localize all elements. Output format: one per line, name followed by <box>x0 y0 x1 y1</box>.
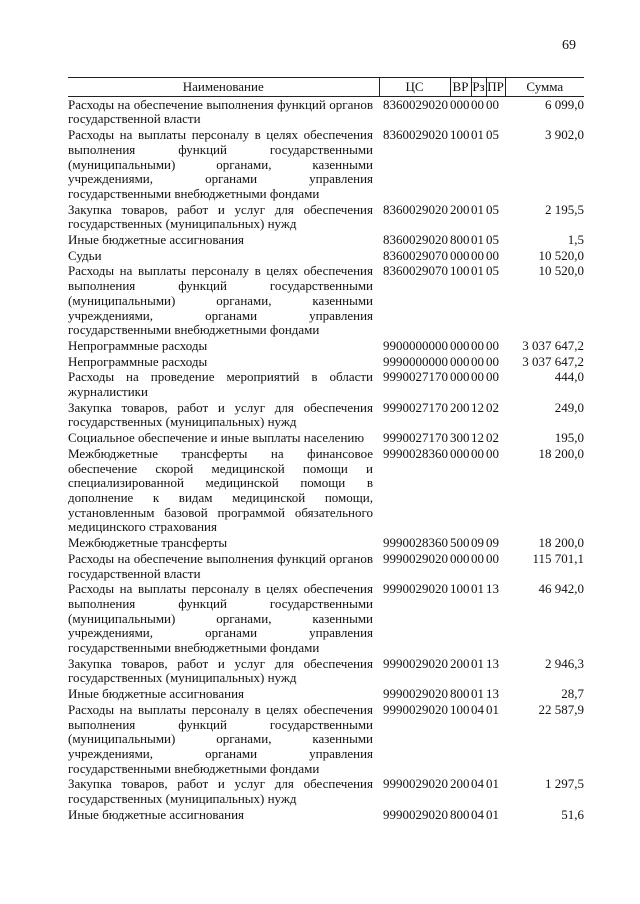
cell-sum: 18 200,0 <box>538 535 584 551</box>
cell-rz: 04 <box>471 806 484 822</box>
cell-pr: 00 <box>486 445 499 461</box>
cell-sum: 22 587,9 <box>538 701 584 717</box>
cell-name: Межбюджетные трансферты <box>68 535 228 551</box>
cell-pr: 00 <box>486 550 499 566</box>
cell-name: Закупка товаров, работ и услуг для обеспечения государственных (муниципальных) нужд <box>68 655 373 686</box>
cell-rz: 00 <box>471 550 484 566</box>
cell-rz: 00 <box>471 445 484 461</box>
cell-pr: 01 <box>486 806 499 822</box>
table-row <box>68 232 584 248</box>
header-row <box>68 78 584 97</box>
cell-sum: 249,0 <box>554 399 584 415</box>
cell-cs: 9990029020 <box>383 806 448 822</box>
cell-sum: 3 902,0 <box>545 127 584 143</box>
header-cs: ЦС <box>379 78 450 97</box>
cell-name: Расходы на проведение мероприятий в области журналистики <box>68 369 373 400</box>
header-name: Наименование <box>68 78 379 97</box>
cell-sum: 46 942,0 <box>538 581 584 597</box>
cell-vr: 300 <box>450 430 470 446</box>
cell-rz: 00 <box>471 96 484 112</box>
cell-pr: 00 <box>486 353 499 369</box>
table-row <box>68 686 584 702</box>
cell-vr: 200 <box>450 201 470 217</box>
cell-rz: 01 <box>471 655 484 671</box>
cell-rz: 00 <box>471 353 484 369</box>
cell-name: Закупка товаров, работ и услуг для обеспечения государственных (муниципальных) нужд <box>68 776 373 807</box>
cell-name: Закупка товаров, работ и услуг для обеспечения государственных (муниципальных) нужд <box>68 399 373 430</box>
cell-sum: 3 037 647,2 <box>522 353 584 369</box>
table-header <box>68 78 584 97</box>
table-row <box>68 430 584 446</box>
table-row <box>68 807 584 823</box>
cell-name: Непрограммные расходы <box>68 337 208 353</box>
cell-pr: 05 <box>486 127 499 143</box>
cell-name: Иные бюджетные ассигнования <box>68 232 245 248</box>
cell-vr: 500 <box>450 535 470 551</box>
cell-pr: 01 <box>486 776 499 792</box>
table-row <box>68 702 584 777</box>
cell-rz: 01 <box>471 686 484 702</box>
cell-name: Закупка товаров, работ и услуг для обеспечения государственных (муниципальных) нужд <box>68 201 373 232</box>
cell-sum: 2 195,5 <box>545 201 584 217</box>
cell-vr: 200 <box>450 399 470 415</box>
header-pr: ПР <box>486 78 505 97</box>
table-body <box>68 96 584 822</box>
cell-name: Судьи <box>68 247 102 263</box>
cell-rz: 04 <box>471 776 484 792</box>
cell-name: Расходы на обеспечение выполнения функций органов государственной власти <box>68 550 373 581</box>
table-row <box>68 248 584 264</box>
header-vr: ВР <box>450 78 471 97</box>
cell-cs: 9990029020 <box>383 686 448 702</box>
cell-pr: 02 <box>486 399 499 415</box>
table-row <box>68 581 584 656</box>
cell-cs: 9990028360 <box>383 445 448 461</box>
cell-rz: 09 <box>471 535 484 551</box>
cell-rz: 12 <box>471 430 484 446</box>
cell-vr: 100 <box>450 127 470 143</box>
table-row <box>68 551 584 581</box>
cell-cs: 9990027170 <box>383 369 448 385</box>
table-row <box>68 127 584 202</box>
table-row <box>68 338 584 354</box>
cell-sum: 18 200,0 <box>538 445 584 461</box>
cell-vr: 100 <box>450 581 470 597</box>
cell-vr: 000 <box>450 550 470 566</box>
cell-cs: 9990029020 <box>383 655 448 671</box>
cell-pr: 13 <box>486 581 499 597</box>
cell-pr: 05 <box>486 232 499 248</box>
cell-sum: 3 037 647,2 <box>522 337 584 353</box>
cell-cs: 8360029020 <box>383 201 448 217</box>
table-row <box>68 202 584 232</box>
cell-rz: 01 <box>471 263 484 279</box>
cell-cs: 9990029020 <box>383 701 448 717</box>
cell-sum: 444,0 <box>554 369 584 385</box>
table-row <box>68 96 584 127</box>
cell-vr: 000 <box>450 247 470 263</box>
cell-name: Расходы на обеспечение выполнения функций органов государственной власти <box>68 96 373 127</box>
cell-rz: 00 <box>471 369 484 385</box>
table-row <box>68 776 584 806</box>
cell-vr: 000 <box>450 96 470 112</box>
cell-vr: 100 <box>450 701 470 717</box>
cell-rz: 00 <box>471 337 484 353</box>
cell-pr: 01 <box>486 701 499 717</box>
table-row <box>68 354 584 370</box>
table-row <box>68 535 584 551</box>
cell-name: Расходы на выплаты персоналу в целях обеспечения выполнения функций государственными (муниципальными) органами, казенными учреждениями, органами управления государственными внебюджетными фондами <box>68 127 373 201</box>
table-row <box>68 400 584 430</box>
cell-sum: 115 701,1 <box>532 550 584 566</box>
cell-name: Социальное обеспечение и иные выплаты населению <box>68 430 365 446</box>
cell-name: Расходы на выплаты персоналу в целях обеспечения выполнения функций государственными (муниципальными) органами, казенными учреждениями, органами управления государственными внебюджетными фондами <box>68 581 373 656</box>
table-row <box>68 263 584 338</box>
cell-sum: 1 297,5 <box>545 776 584 792</box>
budget-table <box>68 77 584 822</box>
cell-sum: 28,7 <box>561 686 584 702</box>
cell-rz: 12 <box>471 399 484 415</box>
cell-cs: 9990000000 <box>383 353 448 369</box>
cell-cs: 9900000000 <box>383 337 448 353</box>
cell-pr: 00 <box>486 337 499 353</box>
cell-sum: 51,6 <box>561 806 584 822</box>
cell-name: Расходы на выплаты персоналу в целях обеспечения выполнения функций государственными (муниципальными) органами, казенными учреждениями, органами управления государственными внебюджетными фондами <box>68 263 373 338</box>
cell-pr: 09 <box>486 535 499 551</box>
cell-sum: 195,0 <box>554 430 584 446</box>
header-sum: Сумма <box>505 78 584 97</box>
cell-cs: 8360029070 <box>383 247 448 263</box>
cell-name: Расходы на выплаты персоналу в целях обеспечения выполнения функций государственными (муниципальными) органами, казенными учреждениями, органами управления государственными внебюджетными фондами <box>68 701 373 776</box>
cell-vr: 000 <box>450 445 470 461</box>
cell-rz: 04 <box>471 701 484 717</box>
budget-table-container <box>68 77 584 822</box>
cell-pr: 00 <box>486 369 499 385</box>
header-rz: Рз <box>471 78 486 97</box>
cell-name: Иные бюджетные ассигнования <box>68 806 245 822</box>
cell-cs: 8360029020 <box>383 127 448 143</box>
cell-sum: 2 946,3 <box>545 655 584 671</box>
cell-cs: 8360029020 <box>383 232 448 248</box>
cell-name: Межбюджетные трансферты на финансовое обеспечение скорой медицинской помощи и специализированной медицинской помощи в дополнение к видам медицинской помощи, установленным базовой программой обязательного медицинского страхования <box>68 445 373 535</box>
cell-name: Иные бюджетные ассигнования <box>68 686 245 702</box>
cell-vr: 000 <box>450 337 470 353</box>
table-row <box>68 656 584 686</box>
cell-vr: 800 <box>450 806 470 822</box>
cell-vr: 800 <box>450 686 470 702</box>
cell-cs: 8360029070 <box>383 263 448 279</box>
cell-pr: 00 <box>486 96 499 112</box>
cell-rz: 00 <box>471 247 484 263</box>
cell-vr: 200 <box>450 776 470 792</box>
cell-rz: 01 <box>471 232 484 248</box>
cell-sum: 10 520,0 <box>538 247 584 263</box>
cell-cs: 9990027170 <box>383 430 448 446</box>
cell-rz: 01 <box>471 127 484 143</box>
cell-sum: 10 520,0 <box>538 263 584 279</box>
cell-rz: 01 <box>471 581 484 597</box>
cell-vr: 200 <box>450 655 470 671</box>
table-row <box>68 369 584 399</box>
page-number: 69 <box>562 38 576 53</box>
cell-rz: 01 <box>471 201 484 217</box>
cell-pr: 05 <box>486 263 499 279</box>
cell-cs: 9990029020 <box>383 581 448 597</box>
cell-pr: 13 <box>486 686 499 702</box>
cell-vr: 000 <box>450 369 470 385</box>
cell-pr: 13 <box>486 655 499 671</box>
cell-cs: 9990029020 <box>383 550 448 566</box>
cell-cs: 9990028360 <box>383 535 448 551</box>
cell-name: Непрограммные расходы <box>68 353 208 369</box>
cell-pr: 00 <box>486 247 499 263</box>
cell-pr: 05 <box>486 201 499 217</box>
cell-sum: 6 099,0 <box>545 96 584 112</box>
cell-cs: 9990029020 <box>383 776 448 792</box>
cell-cs: 8360029020 <box>383 96 448 112</box>
cell-cs: 9990027170 <box>383 399 448 415</box>
cell-vr: 800 <box>450 232 470 248</box>
cell-pr: 02 <box>486 430 499 446</box>
cell-vr: 100 <box>450 263 470 279</box>
cell-vr: 000 <box>450 353 470 369</box>
cell-sum: 1,5 <box>567 232 584 248</box>
table-row <box>68 446 584 535</box>
